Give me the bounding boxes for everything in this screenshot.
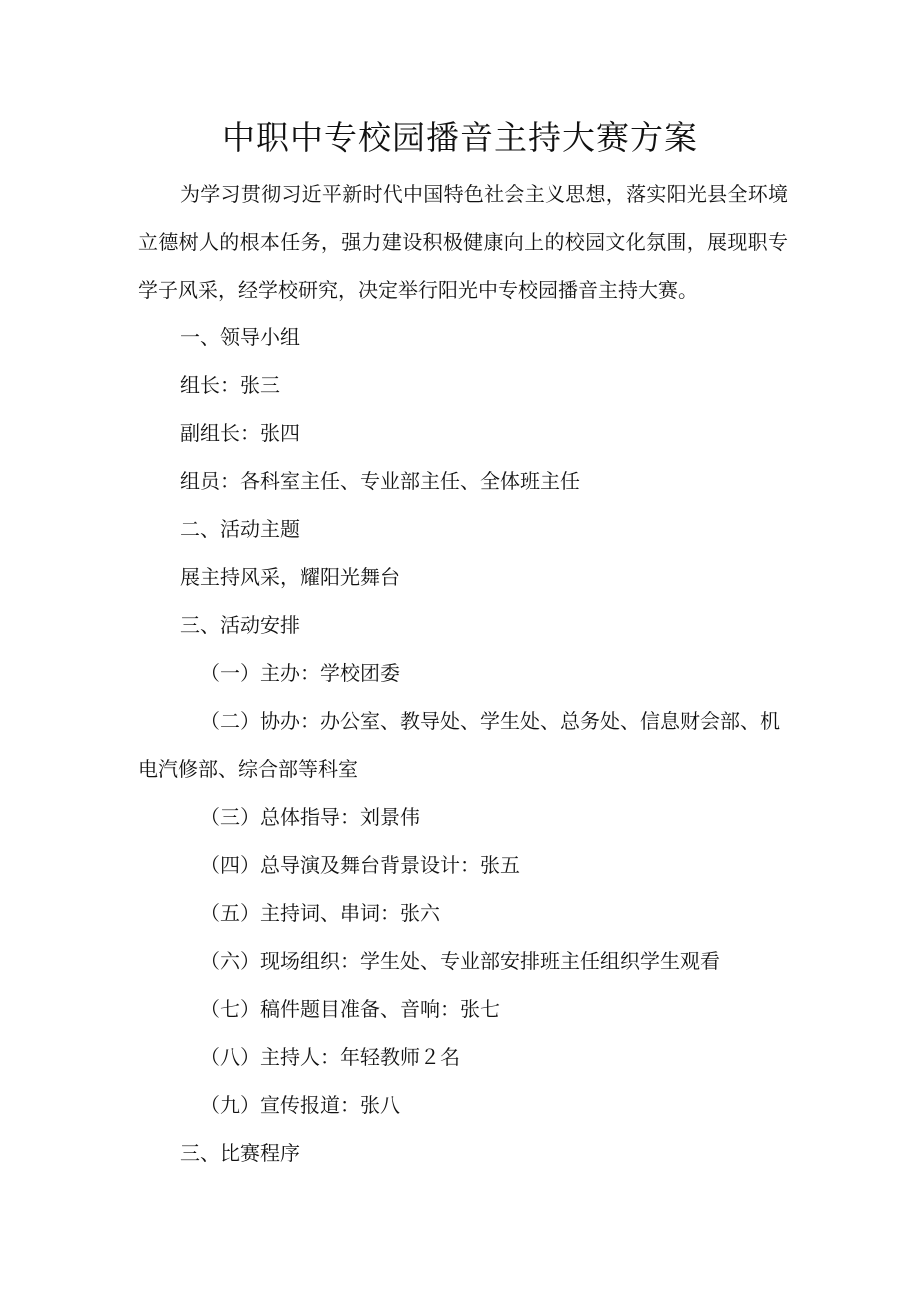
intro-paragraph: 为学习贯彻习近平新时代中国特色社会主义思想，落实阳光县全环境立德树人的根本任务，强力建设积极健康向上的校园文化氛围，展现职专学子风采，经学校研究，决定举行阳光中专校园播音主持大赛。 xyxy=(138,182,788,302)
arrangement-item: （九）宣传报道：张八 xyxy=(200,1093,400,1117)
arrangement-item: （三）总体指导：刘景伟 xyxy=(200,805,420,829)
section-heading-leadership: 一、领导小组 xyxy=(180,325,300,349)
arrangement-item: （四）总导演及舞台背景设计：张五 xyxy=(200,853,520,877)
theme-line: 展主持风采，耀阳光舞台 xyxy=(180,565,400,589)
arrangement-item: （五）主持词、串词：张六 xyxy=(200,901,440,925)
vice-leader-line: 副组长：张四 xyxy=(180,421,300,445)
arrangement-item: （六）现场组织：学生处、专业部安排班主任组织学生观看 xyxy=(200,949,720,973)
section-heading-procedure: 三、比赛程序 xyxy=(180,1141,300,1165)
arrangement-item: （七）稿件题目准备、音响：张七 xyxy=(200,997,500,1021)
leader-line: 组长：张三 xyxy=(180,373,280,397)
document-title: 中职中专校园播音主持大赛方案 xyxy=(222,118,698,157)
arrangement-item: （一）主办：学校团委 xyxy=(200,661,400,685)
section-heading-theme: 二、活动主题 xyxy=(180,517,300,541)
arrangement-item: （二）协办：办公室、教导处、学生处、总务处、信息财会部、机电汽修部、综合部等科室 xyxy=(138,709,780,781)
members-line: 组员：各科室主任、专业部主任、全体班主任 xyxy=(180,469,580,493)
arrangement-item: （八）主持人：年轻教师２名 xyxy=(200,1045,460,1069)
document-body xyxy=(138,313,788,1177)
section-heading-arrangements: 三、活动安排 xyxy=(180,613,300,637)
